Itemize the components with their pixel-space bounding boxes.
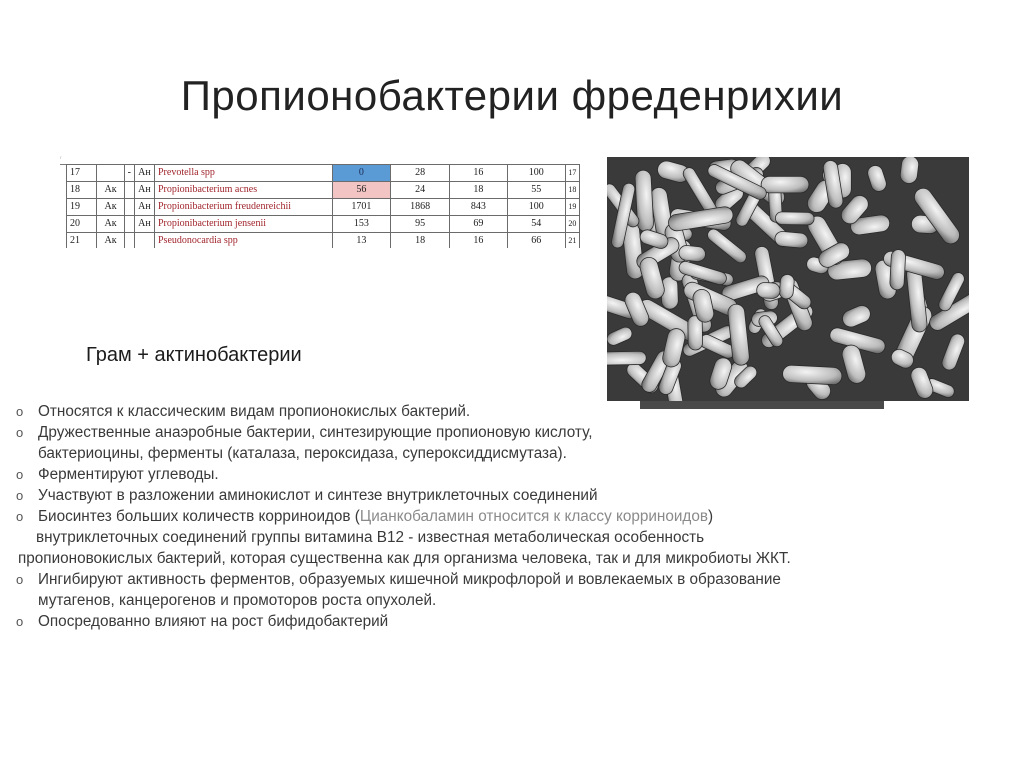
species-name: Pseudonocardia spp (155, 233, 333, 249)
cell-value: 66 (507, 233, 565, 249)
list-item (16, 401, 916, 422)
cell-gram: Ак (97, 233, 124, 249)
species-name: Prevotella spp (155, 165, 333, 182)
row-number-right: 17 (565, 165, 579, 182)
row-number-right: 20 (565, 216, 579, 233)
bacterium-rod (756, 282, 780, 299)
list-item-text: пропионовокислых бактерий, которая существенна как для организма человека, так и для микробиоты ЖКТ. (18, 550, 791, 567)
list-item (16, 422, 916, 443)
cell-value: 153 (332, 216, 391, 233)
list-item-text: бактериоцины, ферменты (каталаза, пероксидаза, супероксиддисмутаза). (38, 445, 567, 462)
list-item (16, 569, 916, 590)
bacterium-rod (782, 365, 842, 385)
cell-resp (134, 233, 154, 249)
micrograph-drawing (607, 157, 969, 401)
cell-value: 100 (507, 165, 565, 182)
bacterium-rod (775, 212, 814, 225)
row-number-right: 21 (565, 233, 579, 249)
species-name: Propionibacterium freudenreichii (155, 199, 333, 216)
bullet-marker: o (16, 425, 24, 440)
cell-value: 16 (449, 165, 507, 182)
table-row (67, 182, 580, 199)
bullet-marker: o (16, 509, 24, 524)
list-item-text-aside: Цианкобаламин относится к классу корриноидов (359, 508, 708, 525)
cell-gram: Ак (97, 182, 124, 199)
data-table-excerpt (60, 156, 580, 248)
bacterium-rod (779, 274, 795, 300)
table-row (67, 199, 580, 216)
table-row (67, 233, 580, 249)
list-item-text: Ингибируют активность ферментов, образуемых кишечной микрофлорой и вовлекаемых в образование (38, 571, 781, 588)
cell-value: 1701 (332, 199, 391, 216)
list-item-text (16, 506, 713, 527)
cell-resp: Ан (134, 216, 154, 233)
cell-value: 56 (332, 182, 391, 199)
cell-value: 95 (391, 216, 450, 233)
cell-value: 16 (449, 233, 507, 249)
list-item-continuation (16, 590, 916, 611)
list-item-text: Дружественные анаэробные бактерии, синтезирующие пропионовую кислоту, (38, 424, 593, 441)
list-item-text: внутриклеточных соединений группы витамина В12 - известная метаболическая особенность (36, 529, 705, 546)
cell-value: 18 (449, 182, 507, 199)
cell-value: 1868 (391, 199, 450, 216)
species-name: Propionibacterium jensenii (155, 216, 333, 233)
cell-value: 24 (391, 182, 450, 199)
row-number-right: 19 (565, 199, 579, 216)
table-row (67, 165, 580, 182)
list-item-text: мутагенов, канцерогенов и промоторов роста опухолей. (38, 592, 437, 609)
bullet-list (16, 401, 916, 632)
cell-value: 13 (332, 233, 391, 249)
slide-title: Пропионобактерии фреденрихии (180, 72, 844, 119)
cell-value: 18 (391, 233, 450, 249)
list-item-text-main: Биосинтез больших количеств корриноидов ( (38, 508, 360, 525)
list-item-continuation (16, 527, 916, 548)
row-number: 21 (67, 233, 97, 249)
list-item-continuation (16, 548, 916, 569)
bullet-marker: o (16, 404, 24, 419)
list-item-text: Участвуют в разложении аминокислот и синтезе внутриклеточных соединений (38, 487, 598, 504)
bacterium-rod (678, 245, 706, 262)
table-cropped-row: / (60, 156, 580, 165)
bacterium-rod (761, 176, 809, 193)
cell-flag (124, 199, 134, 216)
bacteria-table (66, 164, 580, 248)
list-item-text-close: ) (707, 508, 714, 525)
row-number: 19 (67, 199, 97, 216)
cell-value: 28 (391, 165, 450, 182)
list-item-text: Относятся к классическим видам пропионокислых бактерий. (38, 403, 471, 420)
bullet-marker: o (16, 572, 24, 587)
table-row (67, 216, 580, 233)
list-item (16, 506, 916, 527)
bullet-marker: o (16, 488, 24, 503)
list-item (16, 485, 916, 506)
cell-gram (97, 165, 124, 182)
bacteria-micrograph-image (607, 157, 969, 401)
list-item-continuation (16, 443, 916, 464)
cell-value: 54 (507, 216, 565, 233)
list-item-text: Ферментируют углеводы. (38, 466, 219, 483)
bullet-marker: o (16, 614, 24, 629)
cell-value: 843 (449, 199, 507, 216)
cell-resp: Ан (134, 199, 154, 216)
list-item-text: Опосредованно влияют на рост бифидобактерий (38, 613, 389, 630)
row-number: 17 (67, 165, 97, 182)
row-number-right: 18 (565, 182, 579, 199)
cell-flag (124, 233, 134, 249)
bacterium-rod (607, 351, 646, 365)
list-item (16, 464, 916, 485)
row-number: 18 (67, 182, 97, 199)
row-number: 20 (67, 216, 97, 233)
cell-flag (124, 182, 134, 199)
cell-flag (124, 216, 134, 233)
subheading: Грам + актинобактерии (86, 344, 302, 366)
cell-flag: - (124, 165, 134, 182)
cell-value: 55 (507, 182, 565, 199)
cell-gram: Ак (97, 199, 124, 216)
cell-value: 0 (332, 165, 391, 182)
bacterium-rod (774, 231, 808, 249)
bacterium-rod (890, 249, 906, 290)
cell-value: 100 (507, 199, 565, 216)
cell-resp: Ан (134, 165, 154, 182)
cell-gram: Ак (97, 216, 124, 233)
cell-value: 69 (449, 216, 507, 233)
cell-resp: Ан (134, 182, 154, 199)
bullet-marker: o (16, 467, 24, 482)
list-item (16, 611, 916, 632)
species-name: Propionibacterium acnes (155, 182, 333, 199)
